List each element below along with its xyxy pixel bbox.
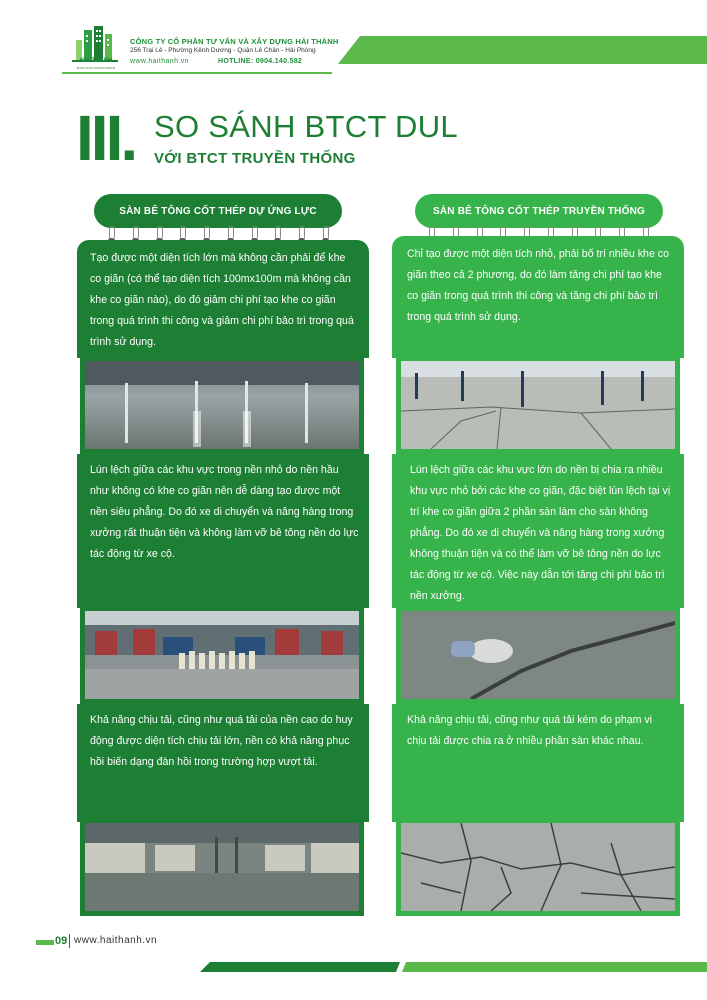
left-photo-frame-2 — [80, 606, 364, 704]
left-text-block-3: Khả năng chịu tải, cũng như quá tải của nền cao do huy động được diện tích chịu tải lớn, nền có khả năng phục hồi biến dạng đàn hồi trong trường hợp vượt tải. — [77, 704, 369, 822]
warehouse-floor-photo — [85, 823, 359, 911]
logo-tagline: BUILD SOLUTIONS GROUP — [76, 66, 116, 70]
cracked-floor-photo-2 — [401, 823, 675, 911]
company-address: 256 Trại Lẻ - Phường Kênh Dương - Quận Lê Chân - Hải Phòng — [130, 47, 316, 54]
company-website[interactable]: www.haithanh.vn — [130, 58, 189, 65]
header-divider — [62, 72, 332, 74]
polished-floor-photo — [85, 361, 359, 449]
left-text-block-2: Lún lệch giữa các khu vực trong nền nhỏ do nền hầu như không có khe co giãn nên dễ dàng tạo được một nền siêu phẳng. Do đó xe di chuyển và nâng hàng trong xưởng rất thuận tiện và không làm vỡ bê tông nền do lực tác động từ xe cộ. — [77, 454, 369, 608]
footer-accent — [36, 940, 54, 945]
section-number: III. — [76, 102, 136, 174]
right-photo-frame-2 — [396, 606, 680, 704]
company-name: CÔNG TY CỔ PHẦN TƯ VẤN VÀ XÂY DỰNG HẢI THÀNH — [130, 37, 339, 46]
left-photo-frame-3 — [80, 818, 364, 916]
footer-website[interactable]: www.haithanh.vn — [74, 935, 158, 946]
left-photo-frame-1 — [80, 356, 364, 454]
right-text-block-2: Lún lệch giữa các khu vực lớn do nền bị chia ra nhiều khu vực nhỏ bởi các khe co giãn, đặc biệt lún lệch tại vị trí khe co giãn giữa 2 phần sàn làm cho sàn không phẳng. Do đó xe di chuyển và nâng hàng trong xưởng không thuận tiện và có thể làm vỡ bê tông nền do lực tác động từ xe cộ. Việc này dẫn tới tăng chi phí bảo trì nền xưởng. — [392, 454, 684, 608]
right-photo-frame-1 — [396, 356, 680, 454]
header-decor-bar — [338, 36, 707, 64]
floor-joint-photo — [401, 611, 675, 699]
company-hotline: HOTLINE: 0904.140.582 — [218, 58, 303, 65]
company-logo — [70, 20, 120, 72]
footer-divider — [69, 934, 70, 948]
right-text-block-1: Chỉ tạo được một diện tích nhỏ, phải bố trí nhiều khe co giãn theo cả 2 phương, do đó làm tăng chi phí tạo khe co giãn trong quá trình thi công và tăng chi phí bảo trì trong quá trình sử dụng. — [392, 236, 684, 358]
right-photo-frame-3 — [396, 818, 680, 916]
cracked-floor-photo-1 — [401, 361, 675, 449]
logo-wordmark: HAI THANH — [79, 58, 113, 64]
factory-group-photo — [85, 611, 359, 699]
footer-decor-stripe — [200, 962, 707, 972]
right-column-header: SÀN BÊ TÔNG CỐT THÉP TRUYỀN THỐNG — [415, 194, 663, 228]
page-number: 09 — [55, 935, 68, 947]
left-column-header: SÀN BÊ TÔNG CỐT THÉP DỰ ỨNG LỰC — [94, 194, 342, 228]
page-subtitle: VỚI BTCT TRUYỀN THỐNG — [154, 150, 356, 167]
page-title: SO SÁNH BTCT DUL — [154, 109, 458, 144]
right-text-block-3: Khả năng chịu tải, cũng như quá tải kém do phạm vi chịu tải được chia ra ở nhiều phần sàn khác nhau. — [392, 704, 684, 822]
left-text-block-1: Tạo được một diện tích lớn mà không cần phải để khe co giãn (có thể tạo diện tích 100mx100m mà không cần khe co giãn nào), do đó giảm chi phí tạo khe co giãn trong quá trình thi công và giảm chi phí bảo trì trong quá trình sử dụng. — [77, 240, 369, 358]
